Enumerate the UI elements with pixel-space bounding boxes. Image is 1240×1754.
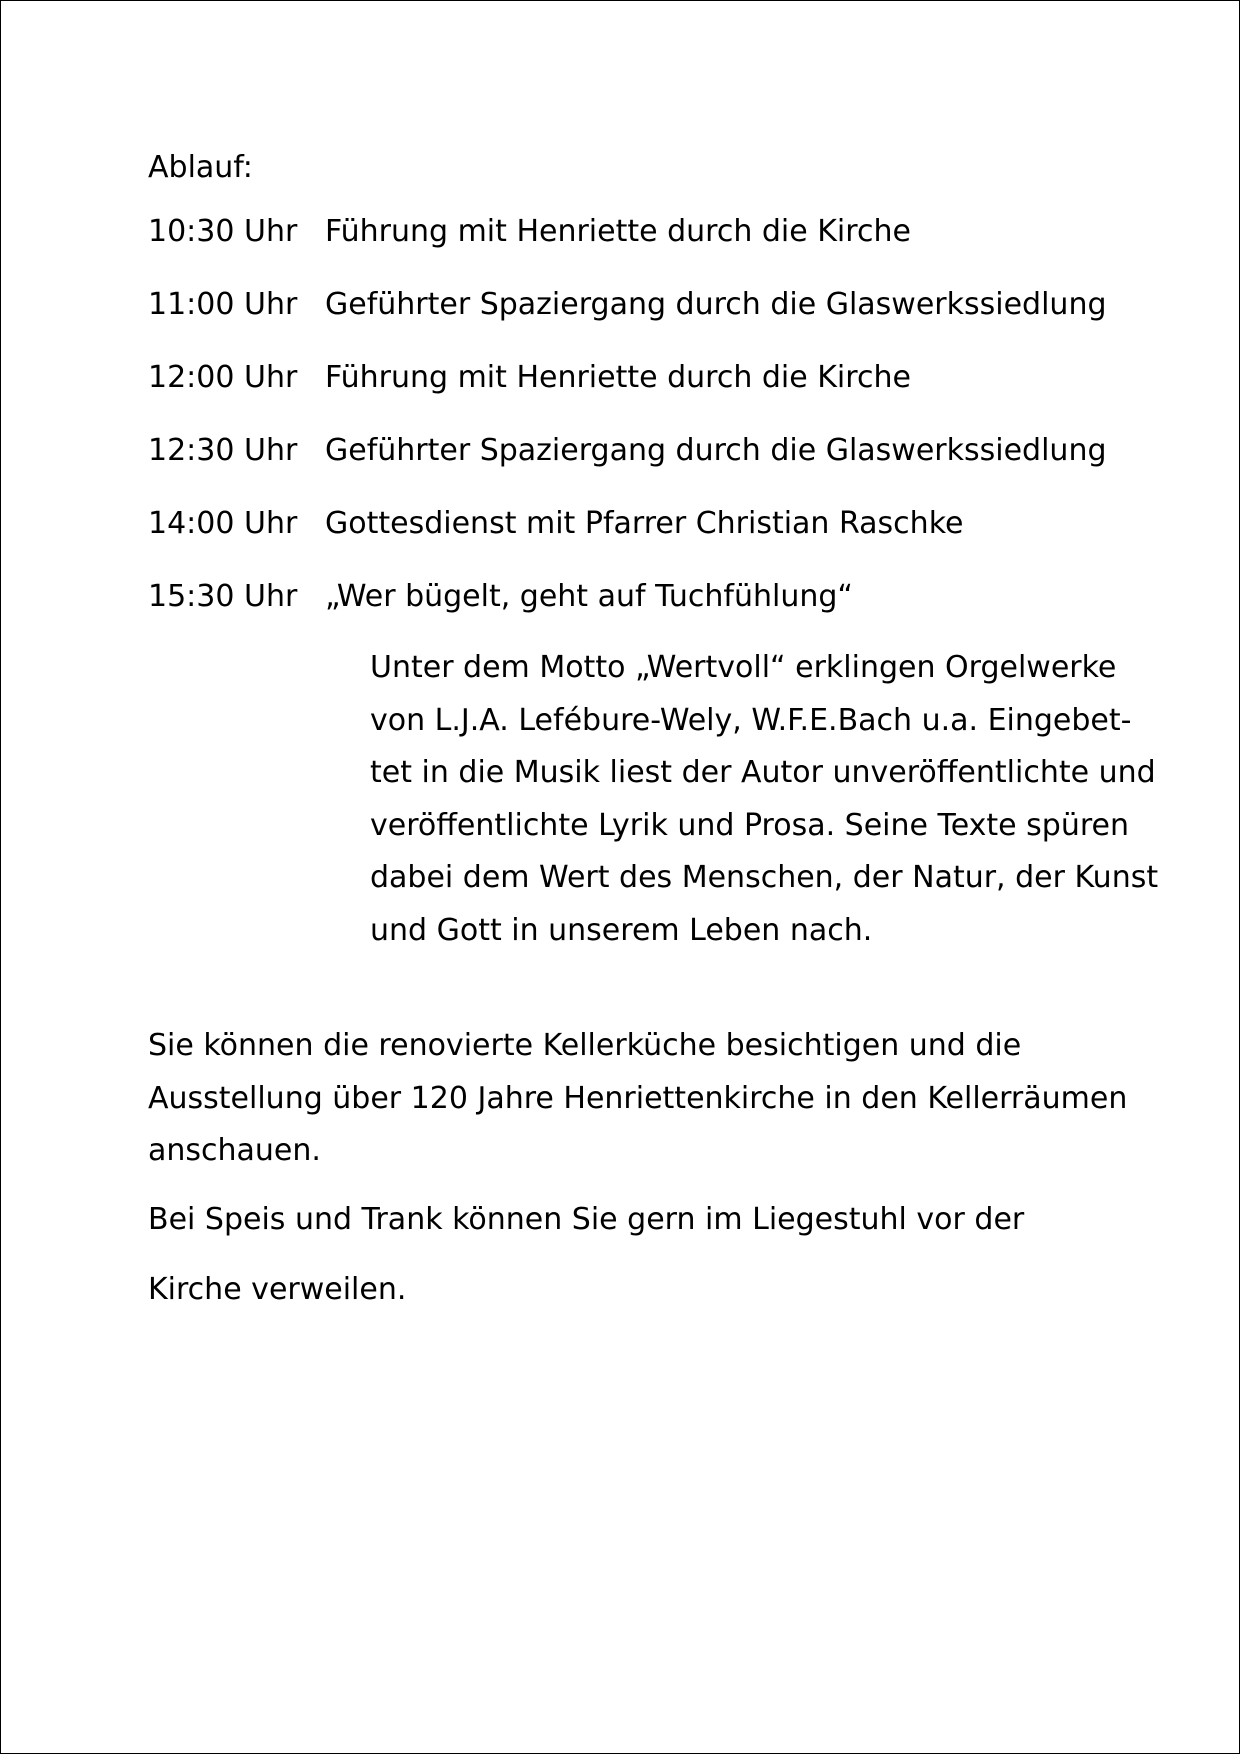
schedule-event: Führung mit Henriette durch die Kirche bbox=[325, 214, 911, 249]
schedule-event: Führung mit Henriette durch die Kirche bbox=[325, 360, 911, 395]
schedule-time: 15:30 Uhr bbox=[148, 579, 298, 614]
schedule-row bbox=[148, 214, 1188, 287]
schedule-row bbox=[148, 433, 1188, 506]
schedule-heading: Ablauf: bbox=[148, 150, 253, 185]
schedule-row bbox=[148, 287, 1188, 360]
schedule-event: Geführter Spaziergang durch die Glaswerkssiedlung bbox=[325, 287, 1107, 322]
notes-line: Kirche verweilen. bbox=[148, 1272, 407, 1307]
schedule-row bbox=[148, 506, 1188, 579]
description-line: dabei dem Wert des Menschen, der Natur, der Kunst bbox=[370, 860, 1159, 895]
schedule-time: 12:00 Uhr bbox=[148, 360, 298, 395]
schedule-event: „Wer bügelt, geht auf Tuchfühlung“ bbox=[325, 579, 853, 614]
description-line: von L.J.A. Lefébure-Wely, W.F.E.Bach u.a. Eingebet- bbox=[370, 702, 1132, 738]
notes-paragraph-stay bbox=[148, 1264, 1188, 1317]
notes-paragraph-food bbox=[148, 1194, 1188, 1247]
schedule-time: 11:00 Uhr bbox=[148, 287, 298, 322]
description-line: veröffentlichte Lyrik und Prosa. Seine Texte spüren bbox=[370, 807, 1129, 843]
description-line: und Gott in unserem Leben nach. bbox=[370, 912, 873, 948]
notes-line: Sie können die renovierte Kellerküche besichtigen und die bbox=[148, 1028, 1022, 1063]
schedule-time: 12:30 Uhr bbox=[148, 433, 298, 468]
schedule-time: 10:30 Uhr bbox=[148, 214, 298, 249]
description-line: tet in die Musik liest der Autor unveröffentlichte und bbox=[370, 755, 1156, 790]
event-description bbox=[370, 642, 1170, 957]
notes-line: Ausstellung über 120 Jahre Henriettenkirche in den Kellerräumen bbox=[148, 1080, 1128, 1116]
schedule-row bbox=[148, 360, 1188, 433]
document-body bbox=[148, 150, 1188, 1333]
schedule-event: Gottesdienst mit Pfarrer Christian Raschke bbox=[325, 506, 964, 541]
notes-line: anschauen. bbox=[148, 1133, 321, 1168]
schedule-event: Geführter Spaziergang durch die Glaswerkssiedlung bbox=[325, 433, 1107, 468]
notes-paragraph-cellar bbox=[148, 1020, 1188, 1178]
schedule-list bbox=[148, 214, 1188, 652]
schedule-time: 14:00 Uhr bbox=[148, 506, 298, 541]
description-line: Unter dem Motto „Wertvoll“ erklingen Orgelwerke bbox=[370, 650, 1117, 685]
additional-notes bbox=[148, 1020, 1188, 1317]
notes-line: Bei Speis und Trank können Sie gern im Liegestuhl vor der bbox=[148, 1201, 1025, 1237]
